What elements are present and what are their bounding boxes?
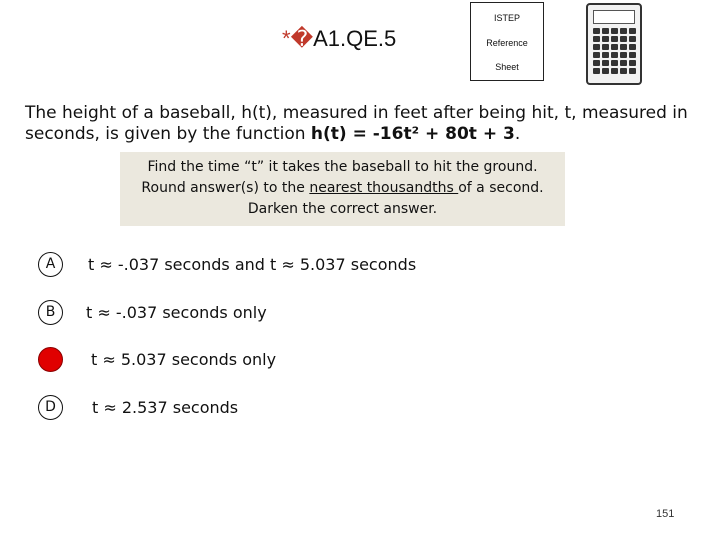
answer-bubble-d[interactable]: D [38, 395, 63, 420]
calculator-screen [593, 10, 635, 24]
reference-line-2: Reference [486, 38, 528, 48]
option-b-text: t ≈ -.037 seconds only [86, 303, 267, 322]
title-star: * [282, 26, 291, 51]
option-b[interactable] [38, 300, 638, 326]
underlined-text: nearest thousandths [309, 180, 459, 196]
reference-line-3: Sheet [495, 62, 519, 72]
instructions-box [120, 152, 565, 226]
answer-bubble-c[interactable] [38, 347, 63, 372]
title-glyph: � [290, 26, 314, 51]
reference-line-1: ISTEP [493, 13, 520, 23]
reference-sheet-link[interactable] [470, 2, 544, 81]
option-d[interactable] [38, 395, 638, 421]
problem-end: . [514, 124, 521, 144]
problem-text: The height of a baseball, h(t), measured in feet after being hit, t, measured in seconds, is given by the function [25, 103, 688, 144]
answer-bubble-a[interactable]: A [38, 252, 63, 277]
calculator-icon[interactable] [586, 3, 642, 85]
slide-title [282, 26, 396, 52]
option-a-text: t ≈ -.037 seconds and t ≈ 5.037 seconds [88, 255, 417, 274]
option-c[interactable] [38, 347, 638, 373]
page-number: 151 [656, 508, 675, 520]
option-c-text: t ≈ 5.037 seconds only [91, 350, 277, 369]
instruction-line-3: Darken the correct answer. [247, 201, 438, 217]
answer-bubble-b[interactable]: B [38, 300, 63, 325]
calculator-keys [593, 28, 635, 74]
title-text: A1.QE.5 [313, 26, 397, 51]
problem-function: h(t) = -16t² + 80t + 3 [310, 124, 515, 144]
option-d-text: t ≈ 2.537 seconds [92, 398, 239, 417]
option-a[interactable] [38, 252, 638, 278]
instruction-line-1: Find the time “t” it takes the baseball to hit the ground. [147, 159, 538, 175]
problem-statement [25, 103, 695, 145]
instruction-line-2: Round answer(s) to the nearest thousandths of a second. [141, 180, 544, 196]
